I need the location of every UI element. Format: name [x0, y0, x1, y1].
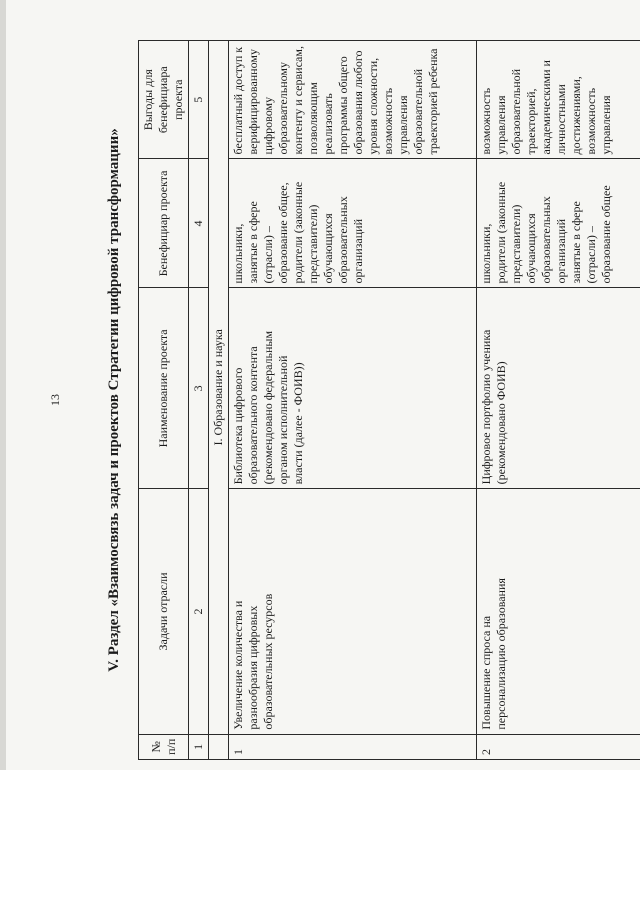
header-beneficiary: Бенефициар проекта: [139, 159, 189, 288]
header-task: Задачи отрасли: [139, 489, 189, 734]
benefits-cell: [477, 41, 640, 159]
cell-line: представители): [306, 204, 320, 284]
header-benefits-line2: бенефициара проекта: [156, 66, 185, 134]
header-row: [139, 41, 189, 760]
cell-line: позволяющим: [306, 82, 320, 155]
cell-line: персонализацию образования: [494, 578, 508, 730]
section-row: [209, 41, 229, 760]
cell-line: занятые в сфере: [246, 201, 260, 284]
table-row: [229, 41, 477, 760]
cell-line: возможность: [584, 87, 598, 155]
scan-edge: [0, 0, 6, 770]
cell-line: управления: [494, 95, 508, 155]
cell-line: уровня сложности,: [366, 57, 380, 155]
cell-line: образовательной: [509, 68, 523, 155]
cell-line: цифровому: [261, 96, 275, 155]
column-number-row: [189, 41, 209, 760]
cell-line: образовательных: [336, 196, 350, 284]
row-number: 1: [229, 734, 477, 759]
cell-line: Библиотека цифрового: [231, 367, 245, 485]
cell-line: контенту и сервисам,: [291, 46, 305, 155]
beneficiary-cell: [229, 159, 477, 288]
cell-line: образование общее: [599, 185, 613, 284]
col-number: 4: [189, 159, 209, 288]
cell-line: (отрасли) –: [261, 226, 275, 284]
cell-line: занятые в сфере: [569, 201, 583, 284]
cell-line: школьники,: [231, 223, 245, 284]
page-number: 13: [48, 394, 62, 406]
cell-line: достижениями,: [569, 76, 583, 155]
header-num-line2: п/п: [163, 738, 178, 755]
beneficiary-cell: [477, 159, 640, 288]
benefits-cell: [229, 41, 477, 159]
cell-line: образование общее,: [276, 182, 290, 284]
cell-line: образовательных ресурсов: [261, 593, 275, 730]
col-number: 1: [189, 734, 209, 759]
task-cell: [477, 489, 640, 734]
header-num-line1: №: [148, 741, 163, 753]
section-title: V. Раздел «Взаимосвязь задач и проектов Стратегии цифровой трансформации»: [106, 128, 122, 672]
cell-line: обучающихся: [524, 213, 538, 284]
cell-line: возможность: [381, 87, 395, 155]
cell-line: образования любого: [351, 50, 365, 155]
cell-line: академическими и: [539, 60, 553, 155]
cell-line: организаций: [351, 219, 365, 284]
cell-line: представители): [509, 204, 523, 284]
cell-line: образовательному: [276, 62, 290, 155]
cell-line: возможность: [479, 87, 493, 155]
cell-line: школьники,: [479, 223, 493, 284]
cell-line: личностными: [554, 84, 568, 155]
cell-line: (рекомендовано федеральным: [261, 330, 275, 485]
cell-line: реализовать: [321, 93, 335, 155]
cell-line: организаций: [554, 219, 568, 284]
table-row: [477, 41, 640, 760]
cell-line: верифицированному: [246, 49, 260, 155]
cell-line: Увеличение количества и: [231, 600, 245, 730]
section-heading: I. Образование и наука: [209, 41, 229, 735]
header-project: Наименование проекта: [139, 288, 189, 489]
cell-line: органом исполнительной: [276, 355, 290, 485]
project-cell: [477, 288, 640, 489]
cell-line: траекторией ребенка: [426, 48, 440, 155]
task-cell: [229, 489, 477, 734]
col-number: 3: [189, 288, 209, 489]
header-num: [139, 734, 189, 759]
cell-line: родители (законные: [494, 181, 508, 284]
cell-line: бесплатный доступ к: [231, 46, 245, 155]
section-spacer: [209, 734, 229, 759]
col-number: 2: [189, 489, 209, 734]
rotated-page: [40, 40, 613, 760]
cell-line: образовательных: [539, 196, 553, 284]
cell-line: разнообразия цифровых: [246, 605, 260, 730]
cell-line: Повышение спроса на: [479, 615, 493, 730]
cell-line: (рекомендовано ФОИВ): [494, 361, 508, 485]
cell-line: образовательной: [411, 68, 425, 155]
cell-line: (отрасли) –: [584, 226, 598, 284]
cell-line: траекторией,: [524, 88, 538, 155]
strategy-table: [138, 40, 640, 760]
col-number: 5: [189, 41, 209, 159]
page-margin-bottom: [0, 770, 640, 905]
project-cell: [229, 288, 477, 489]
cell-line: управления: [396, 95, 410, 155]
cell-line: образовательного контента: [246, 346, 260, 485]
cell-line: программы общего: [336, 56, 350, 155]
cell-line: родители (законные: [291, 181, 305, 284]
cell-line: обучающихся: [321, 213, 335, 284]
header-benefits-line1: Выгоды для: [141, 69, 155, 131]
cell-line: власти (далее - ФОИВ)): [291, 362, 305, 485]
row-number: 2: [477, 734, 640, 759]
cell-line: Цифровое портфолио ученика: [479, 329, 493, 485]
cell-line: управления: [599, 95, 613, 155]
header-benefits: [139, 41, 189, 159]
